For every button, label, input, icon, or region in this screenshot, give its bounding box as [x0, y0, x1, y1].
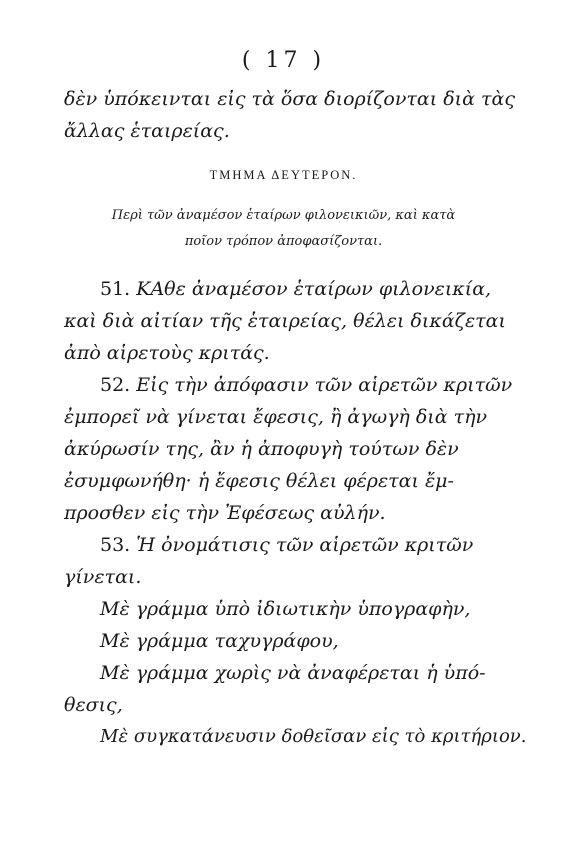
article-number: 52.	[100, 374, 131, 396]
text-line: ἀπὸ αἱρετοὺς κριτάς.	[64, 342, 270, 364]
list-item: Μὲ γράμμα χωρὶς νὰ ἀναφέρεται ἡ ὑπό-	[100, 662, 486, 684]
text-line: ἐμπορεῖ νὰ γίνεται ἔφεσις, ἢ ἀγωγὴ διὰ τὴν	[64, 406, 488, 428]
text-line: ἄλλας ἑταιρείας.	[64, 120, 230, 142]
article-text: ΚΑθε ἀναμέσον ἑταίρων φιλονεικία,	[136, 278, 492, 300]
text-line: γίνεται.	[64, 566, 142, 588]
text-line: ἐσυμφωνήθη· ἡ ἔφεσις θέλει φέρεται ἔμ-	[64, 470, 454, 492]
page-number: ( 17 )	[241, 48, 326, 73]
list-item: Μὲ γράμμα ὑπὸ ἰδιωτικὴν ὑπογραφὴν,	[100, 598, 471, 620]
article-number: 51.	[100, 278, 131, 300]
text-line: ἀκύρωσίν της, ἂν ἡ ἀποφυγὴ τούτων δὲν	[64, 438, 459, 460]
text-line: δὲν ὑπόκεινται εἰς τὰ ὅσα διορίζονται διὰ τὰς	[64, 88, 515, 110]
article-53-first-line	[100, 536, 473, 555]
list-item: Μὲ συγκατάνευσιν δοθεῖσαν εἰς τὸ κριτήριον.	[100, 726, 527, 747]
list-item: Μὲ γράμμα ταχυγράφου,	[100, 630, 339, 652]
article-number: 53.	[100, 534, 131, 556]
text-line: προσθεν εἰς τὴν Ἐφέσεως αὐλήν.	[64, 502, 386, 524]
list-item-continuation: θεσις,	[64, 694, 123, 716]
section-heading: ΤΜΗΜΑ ΔΕΥΤΕΡΟΝ.	[209, 168, 358, 182]
section-subtitle-line: ποῖον τρόπον ἀποφασίζονται.	[184, 234, 383, 249]
article-52-first-line	[100, 376, 512, 395]
article-text: Εἰς τὴν ἀπόφασιν τῶν αἱρετῶν κριτῶν	[136, 374, 513, 396]
section-subtitle-line: Περὶ τῶν ἀναμέσον ἑταίρων φιλονεικιῶν, καὶ κατὰ	[111, 208, 456, 223]
text-line: καὶ διὰ αἰτίαν τῆς ἑταιρείας, θέλει δικάζεται	[64, 310, 506, 332]
article-51-first-line	[100, 280, 491, 299]
article-text: Ἡ ὀνομάτισις τῶν αἱρετῶν κριτῶν	[136, 534, 474, 556]
